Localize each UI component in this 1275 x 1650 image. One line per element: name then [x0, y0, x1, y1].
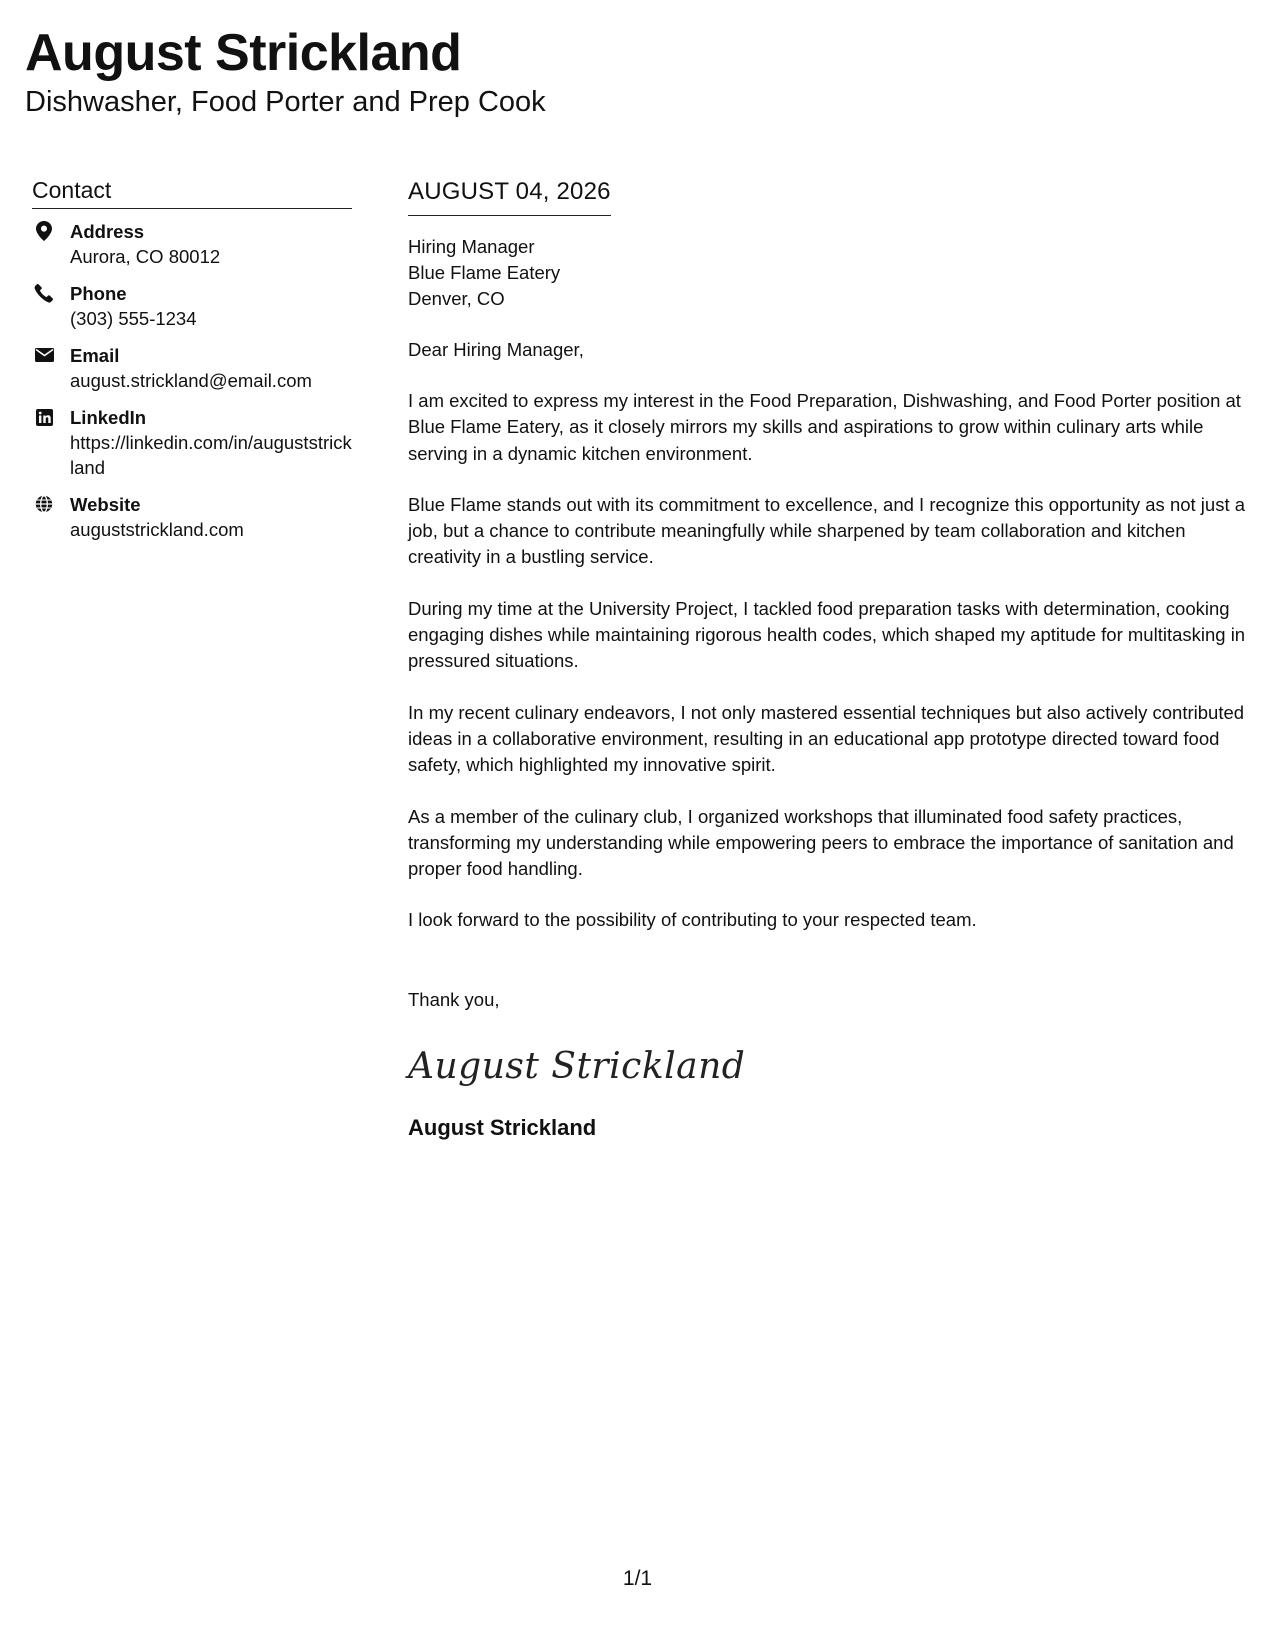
- contact-value-linkedin: https://linkedin.com/in/auguststrickland: [70, 432, 352, 478]
- signer-name: August Strickland: [408, 1114, 597, 1140]
- letter-paragraph: As a member of the culinary club, I organized workshops that illuminated food safety practices, transforming my understanding while empowering peers to embrace the importance of sanitation and proper food handling.: [408, 805, 1234, 880]
- letter-paragraph: In my recent culinary endeavors, I not only mastered essential techniques but also actively contributed ideas in a collaborative environment, resulting in an educational app prototype directed toward food safety, which highlighted my innovative spirit.: [408, 701, 1245, 776]
- contact-value-email: august.strickland@email.com: [70, 370, 312, 391]
- page-number: 1/1: [622, 1567, 653, 1590]
- contact-item-website: [32, 492, 352, 542]
- recipient-line: Blue Flame Eatery: [408, 262, 561, 283]
- letter-closing: Thank you,: [408, 988, 500, 1010]
- linkedin-icon: [34, 407, 54, 427]
- envelope-icon: [34, 345, 54, 365]
- contact-value-phone: (303) 555-1234: [70, 308, 197, 329]
- contact-value-address: Aurora, CO 80012: [70, 246, 221, 267]
- handwritten-signature: August Strickland: [408, 1045, 746, 1087]
- letter-paragraph: During my time at the University Project, I tackled food preparation tasks with determination, cooking engaging dishes while maintaining rigorous health codes, which shaped my aptitude for multitasking in pressured situations.: [408, 597, 1246, 672]
- contact-label: Address: [70, 221, 145, 242]
- contact-label: LinkedIn: [70, 407, 147, 428]
- recipient-line: Denver, CO: [408, 288, 505, 309]
- phone-icon: [34, 283, 54, 303]
- applicant-job-title: Dishwasher, Food Porter and Prep Cook: [25, 86, 546, 118]
- map-pin-icon: [34, 221, 54, 241]
- letter-date: AUGUST 04, 2026: [408, 178, 611, 205]
- globe-icon: [34, 494, 54, 514]
- letter-paragraph: Blue Flame stands out with its commitment to excellence, and I recognize this opportunity as not just a job, but a chance to contribute meaningfully while sharpened by team collaboration and kitchen creativity in a bustling service.: [408, 493, 1246, 568]
- contact-sidebar: [32, 175, 352, 554]
- letter-date-block: [408, 175, 611, 216]
- contact-label: Phone: [70, 283, 127, 304]
- recipient-line: Hiring Manager: [408, 236, 535, 257]
- recipient-block: [408, 234, 1250, 312]
- resume-header: [25, 22, 1225, 120]
- letter-paragraph: I look forward to the possibility of contributing to your respected team.: [408, 909, 977, 931]
- applicant-name: August Strickland: [25, 24, 462, 82]
- contact-item-email: [32, 343, 352, 393]
- contact-heading: Contact: [32, 175, 352, 209]
- contact-item-address: [32, 219, 352, 269]
- contact-item-phone: [32, 281, 352, 331]
- contact-label: Email: [70, 345, 120, 366]
- contact-value-website: auguststrickland.com: [70, 519, 244, 540]
- letter-paragraph: I am excited to express my interest in the Food Preparation, Dishwashing, and Food Porter position at Blue Flame Eatery, as it closely mirrors my skills and aspirations to grow within culinary arts while serving in a dynamic kitchen environment.: [408, 390, 1241, 464]
- letter-greeting: Dear Hiring Manager,: [408, 339, 584, 360]
- contact-item-linkedin: [32, 405, 352, 480]
- contact-label: Website: [70, 494, 141, 515]
- contact-list: [32, 219, 352, 542]
- letter-body: [408, 175, 1250, 1143]
